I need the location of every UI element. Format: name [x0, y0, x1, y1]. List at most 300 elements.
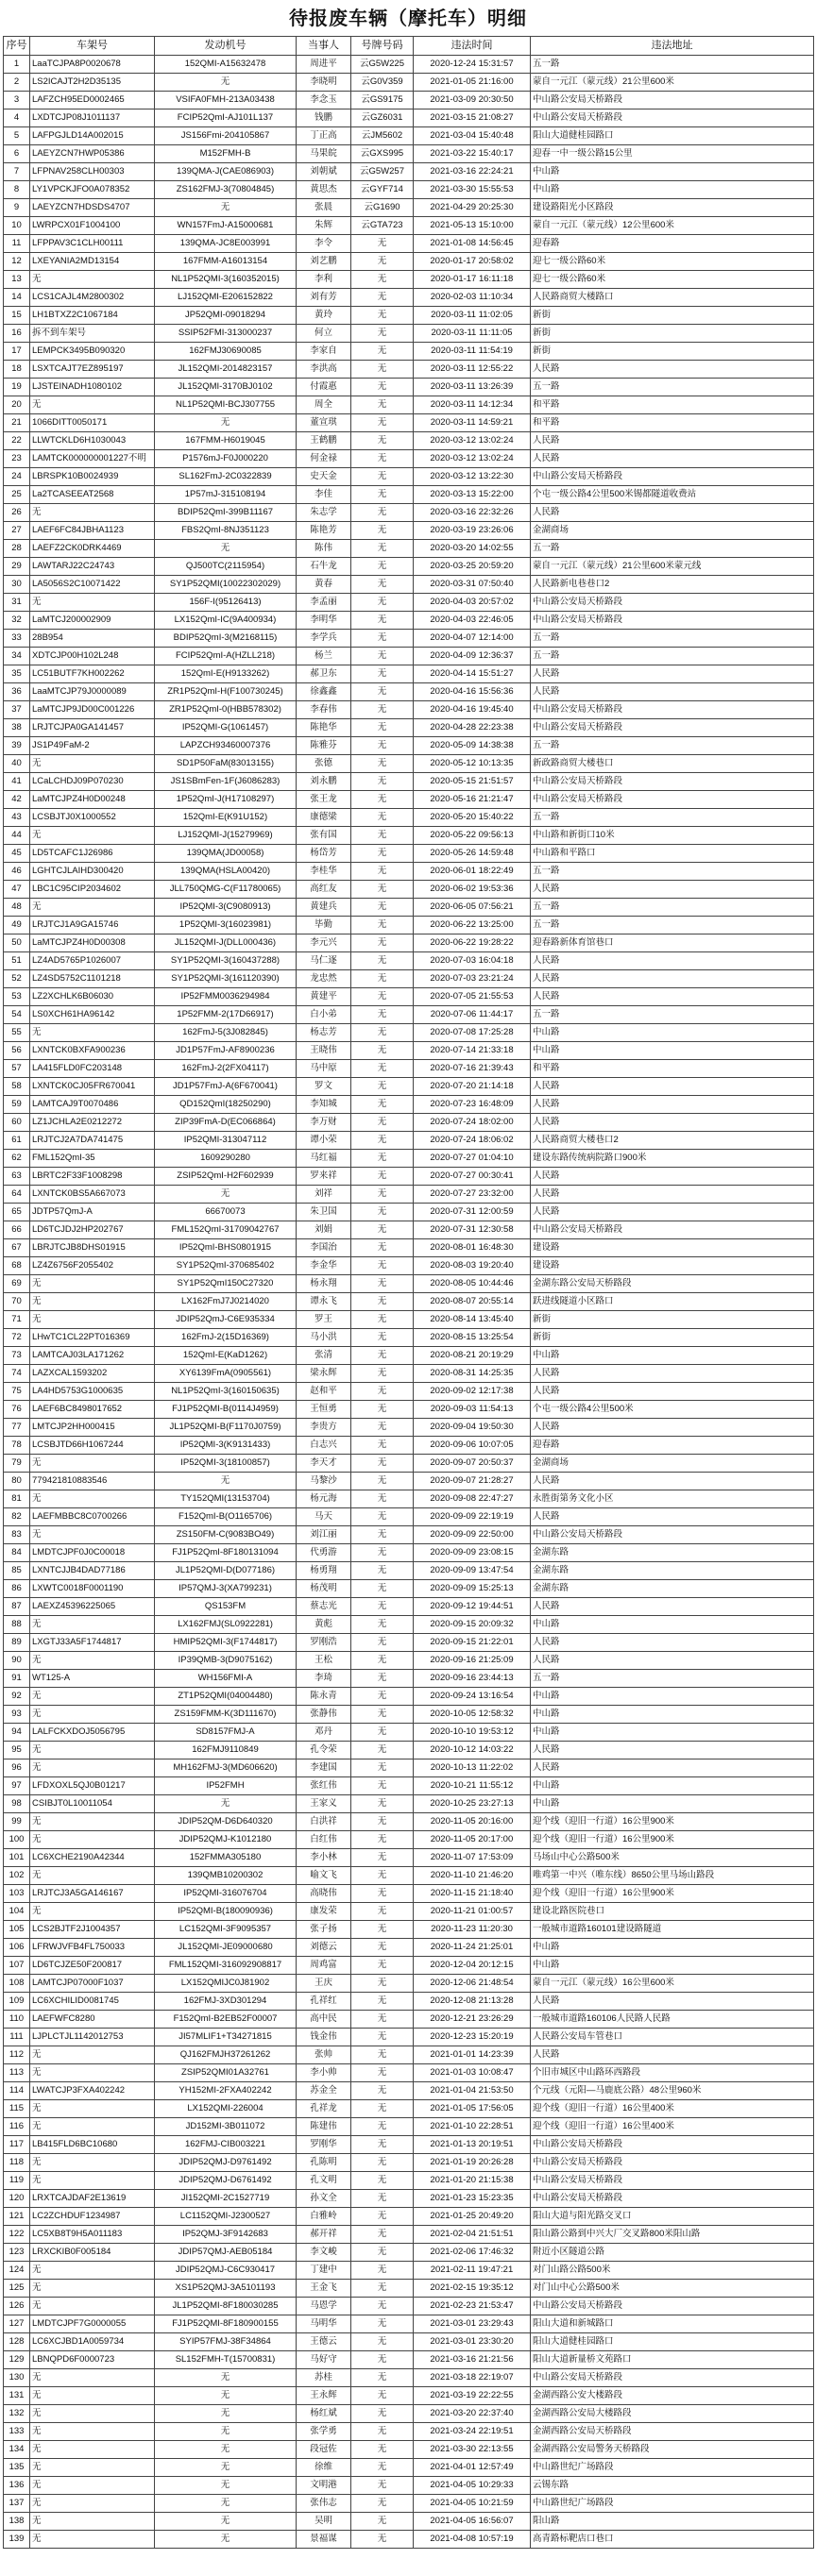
cell-engine-no: VSIFA0FMH-213A03438: [155, 92, 297, 109]
cell-violation-time: 2020-08-14 13:45:40: [414, 1311, 531, 1329]
cell-violation-time: 2020-08-31 14:25:35: [414, 1365, 531, 1383]
cell-index: 71: [4, 1311, 30, 1329]
cell-party: 杨茂明: [297, 1580, 351, 1598]
cell-violation-address: 中山路: [531, 1347, 814, 1365]
cell-violation-address: 建设北路医院巷口: [531, 1903, 814, 1921]
cell-party: 张王龙: [297, 791, 351, 809]
cell-frame-no: LD6TCJZE50F200817: [30, 1957, 155, 1975]
table-row: [4, 970, 814, 988]
cell-violation-time: 2020-03-11 11:54:19: [414, 343, 531, 361]
cell-engine-no: IP57QMJ-3(XA799231): [155, 1580, 297, 1598]
cell-frame-no: 无: [30, 504, 155, 522]
cell-engine-no: JL152QMI-2014823157: [155, 361, 297, 379]
cell-violation-time: 2020-08-01 16:48:30: [414, 1239, 531, 1257]
cell-frame-no: LaMTCJPZ4H0D00308: [30, 934, 155, 952]
cell-engine-no: TY152QMI(13153704): [155, 1490, 297, 1508]
cell-frame-no: 无: [30, 1903, 155, 1921]
cell-plate-no: 无: [351, 2351, 414, 2369]
cell-plate-no: 无: [351, 2011, 414, 2029]
cell-violation-time: 2020-09-24 13:16:54: [414, 1688, 531, 1706]
cell-frame-no: LMTCJP2HH000415: [30, 1419, 155, 1437]
cell-violation-address: 迎春路: [531, 1437, 814, 1455]
cell-party: 周全: [297, 396, 351, 414]
cell-frame-no: 无: [30, 1616, 155, 1634]
cell-party: 李令: [297, 235, 351, 253]
cell-violation-time: 2021-05-13 15:10:00: [414, 217, 531, 235]
table-row: [4, 1562, 814, 1580]
cell-plate-no: 无: [351, 1634, 414, 1652]
cell-violation-address: 金湖商场: [531, 1455, 814, 1473]
cell-frame-no: LXNTCK0CJ05FR670041: [30, 1078, 155, 1096]
table-row: [4, 1921, 814, 1939]
cell-index: 97: [4, 1777, 30, 1795]
cell-frame-no: LBC1C95CIP2034602: [30, 881, 155, 899]
cell-engine-no: 139QMA(HSLA00420): [155, 863, 297, 881]
cell-frame-no: LA4HD5753G1000635: [30, 1383, 155, 1401]
cell-index: 124: [4, 2262, 30, 2280]
cell-index: 10: [4, 217, 30, 235]
cell-frame-no: LRJTCJ1A9GA15746: [30, 917, 155, 934]
cell-index: 74: [4, 1365, 30, 1383]
cell-violation-time: 2020-04-16 15:56:36: [414, 683, 531, 701]
cell-frame-no: LCS2BJTF2J1004357: [30, 1921, 155, 1939]
table-row: [4, 1706, 814, 1724]
cell-party: 王松: [297, 1652, 351, 1670]
cell-engine-no: 1P57mJ-315108194: [155, 486, 297, 504]
cell-index: 12: [4, 253, 30, 271]
cell-violation-address: 中山路公安局天桥路段: [531, 92, 814, 109]
cell-frame-no: 无: [30, 594, 155, 612]
cell-frame-no: 无: [30, 1490, 155, 1508]
cell-index: 117: [4, 2136, 30, 2154]
cell-party: 张红伟: [297, 1777, 351, 1795]
cell-index: 30: [4, 576, 30, 594]
table-row: [4, 307, 814, 325]
cell-index: 120: [4, 2190, 30, 2208]
cell-index: 108: [4, 1975, 30, 1993]
cell-index: 28: [4, 540, 30, 558]
cell-violation-time: 2020-07-14 21:33:18: [414, 1042, 531, 1060]
cell-party: 刘祥: [297, 1186, 351, 1204]
cell-frame-no: 拆不到车架号: [30, 325, 155, 343]
cell-party: 文明港: [297, 2477, 351, 2495]
cell-violation-address: 人民路: [531, 1508, 814, 1526]
cell-index: 21: [4, 414, 30, 432]
cell-index: 44: [4, 827, 30, 845]
cell-violation-time: 2020-03-16 22:32:26: [414, 504, 531, 522]
table-row: [4, 2423, 814, 2441]
cell-index: 59: [4, 1096, 30, 1114]
cell-frame-no: LWRPCX01F1004100: [30, 217, 155, 235]
cell-plate-no: 无: [351, 2495, 414, 2513]
cell-violation-address: 人民路: [531, 432, 814, 450]
cell-index: 9: [4, 199, 30, 217]
cell-index: 113: [4, 2064, 30, 2082]
cell-violation-time: 2020-07-27 01:04:10: [414, 1150, 531, 1168]
cell-party: 黄彪: [297, 1616, 351, 1634]
cell-violation-address: 和平路: [531, 396, 814, 414]
cell-violation-time: 2020-04-16 19:45:40: [414, 701, 531, 719]
cell-frame-no: LC6XCJBD1A0059734: [30, 2333, 155, 2351]
cell-engine-no: SY1P52QMI(10022302029): [155, 576, 297, 594]
cell-violation-address: 阳山大道健桂园路口: [531, 127, 814, 145]
cell-frame-no: LFRWJVFB4FL750033: [30, 1939, 155, 1957]
table-row: [4, 1903, 814, 1921]
cell-plate-no: 无: [351, 325, 414, 343]
cell-violation-time: 2021-01-23 15:23:35: [414, 2190, 531, 2208]
cell-plate-no: 无: [351, 2046, 414, 2064]
cell-party: 朱辉: [297, 217, 351, 235]
cell-party: 张德: [297, 755, 351, 773]
cell-plate-no: 无: [351, 1921, 414, 1939]
table-row: [4, 2298, 814, 2315]
cell-plate-no: 无: [351, 253, 414, 271]
vehicle-table: [3, 36, 814, 2549]
table-row: [4, 325, 814, 343]
cell-plate-no: 无: [351, 1526, 414, 1544]
cell-index: 136: [4, 2477, 30, 2495]
cell-engine-no: FJ1P52QmI-8F180131094: [155, 1544, 297, 1562]
column-header-violation-address: 违法地址: [531, 37, 814, 56]
cell-plate-no: 无: [351, 2423, 414, 2441]
cell-plate-no: 无: [351, 612, 414, 630]
cell-frame-no: LFPNAV258CLH00303: [30, 163, 155, 181]
cell-violation-address: 蒙自一元江（蒙元线）12公里600米: [531, 217, 814, 235]
cell-index: 7: [4, 163, 30, 181]
cell-index: 27: [4, 522, 30, 540]
cell-index: 53: [4, 988, 30, 1006]
cell-index: 138: [4, 2513, 30, 2531]
table-row: [4, 2118, 814, 2136]
cell-party: 白洪祥: [297, 1813, 351, 1831]
cell-engine-no: IP52QMI-3(K9131433): [155, 1437, 297, 1455]
cell-engine-no: JDIP52QMJ-D6761492: [155, 2172, 297, 2190]
cell-party: 李国治: [297, 1239, 351, 1257]
cell-frame-no: 无: [30, 2262, 155, 2280]
cell-plate-no: 无: [351, 1293, 414, 1311]
cell-engine-no: IP52QMI-3(18100857): [155, 1455, 297, 1473]
cell-engine-no: 152FMMA305180: [155, 1849, 297, 1867]
cell-party: 刘艺鹏: [297, 253, 351, 271]
cell-frame-no: 无: [30, 899, 155, 917]
cell-index: 32: [4, 612, 30, 630]
cell-violation-address: 人民路: [531, 361, 814, 379]
cell-party: 代勇游: [297, 1544, 351, 1562]
cell-frame-no: 无: [30, 2513, 155, 2531]
cell-plate-no: 无: [351, 2190, 414, 2208]
cell-frame-no: LAEFMBBC8C0700266: [30, 1508, 155, 1526]
cell-violation-address: 人民路新电巷巷口2: [531, 576, 814, 594]
cell-plate-no: 云G1690: [351, 199, 414, 217]
cell-party: 高中民: [297, 2011, 351, 2029]
cell-violation-time: 2020-10-21 11:55:12: [414, 1777, 531, 1795]
cell-engine-no: ZT1P52QMI(04004480): [155, 1688, 297, 1706]
cell-violation-time: 2021-03-30 22:13:55: [414, 2441, 531, 2459]
table-row: [4, 2477, 814, 2495]
cell-engine-no: FCIP52QmI-AJ101L137: [155, 109, 297, 127]
cell-plate-no: 无: [351, 1490, 414, 1508]
cell-violation-time: 2021-04-05 10:21:59: [414, 2495, 531, 2513]
cell-violation-address: 蒙自一元江（蒙元线）21公里600米: [531, 74, 814, 92]
table-row: [4, 1455, 814, 1473]
cell-party: 李建国: [297, 1759, 351, 1777]
cell-engine-no: LJ152QMI-E206152822: [155, 289, 297, 307]
table-row: [4, 917, 814, 934]
cell-party: 杨兰: [297, 648, 351, 665]
cell-party: 王庆: [297, 1975, 351, 1993]
cell-violation-time: 2020-11-05 20:17:00: [414, 1831, 531, 1849]
cell-violation-time: 2020-12-23 15:20:19: [414, 2029, 531, 2046]
cell-violation-time: 2020-04-14 15:51:27: [414, 665, 531, 683]
cell-violation-time: 2020-04-03 20:57:02: [414, 594, 531, 612]
cell-plate-no: 无: [351, 2441, 414, 2459]
cell-frame-no: 无: [30, 1706, 155, 1724]
cell-index: 39: [4, 737, 30, 755]
cell-engine-no: 152QmI-E(KaD1262): [155, 1347, 297, 1365]
cell-plate-no: 无: [351, 917, 414, 934]
cell-plate-no: 无: [351, 2244, 414, 2262]
cell-index: 55: [4, 1024, 30, 1042]
cell-engine-no: LX152QmI-IC(9A400934): [155, 612, 297, 630]
cell-party: 黄春: [297, 576, 351, 594]
cell-violation-time: 2020-06-22 19:28:22: [414, 934, 531, 952]
cell-violation-time: 2021-01-25 20:49:20: [414, 2208, 531, 2226]
cell-plate-no: 无: [351, 2315, 414, 2333]
cell-plate-no: 无: [351, 1975, 414, 1993]
cell-violation-address: 中山路公安局天桥路段: [531, 109, 814, 127]
cell-engine-no: ZSIP52QmI-H2F602939: [155, 1168, 297, 1186]
cell-violation-address: 人民路公安局车管巷口: [531, 2029, 814, 2046]
cell-frame-no: 无: [30, 1742, 155, 1759]
cell-violation-time: 2020-03-11 14:12:34: [414, 396, 531, 414]
cell-plate-no: 无: [351, 934, 414, 952]
table-row: [4, 2333, 814, 2351]
cell-engine-no: P1576mJ-F0J000220: [155, 450, 297, 468]
cell-plate-no: 无: [351, 343, 414, 361]
cell-index: 29: [4, 558, 30, 576]
table-row: [4, 289, 814, 307]
cell-party: 刘有芳: [297, 289, 351, 307]
cell-party: 马红福: [297, 1150, 351, 1168]
cell-violation-address: 阳山大道健桂园路口: [531, 2333, 814, 2351]
cell-violation-time: 2020-03-11 14:59:21: [414, 414, 531, 432]
cell-engine-no: MH162FMJ-3(MD606620): [155, 1759, 297, 1777]
cell-violation-time: 2020-07-27 00:30:41: [414, 1168, 531, 1186]
cell-index: 63: [4, 1168, 30, 1186]
cell-party: 张帅: [297, 2046, 351, 2064]
cell-frame-no: 无: [30, 2280, 155, 2298]
cell-frame-no: LAEYZCN7HDSDS4707: [30, 199, 155, 217]
table-row: [4, 1204, 814, 1221]
cell-plate-no: 无: [351, 558, 414, 576]
cell-party: 李贵方: [297, 1419, 351, 1437]
cell-violation-time: 2021-04-01 12:57:49: [414, 2459, 531, 2477]
cell-violation-time: 2020-12-21 23:26:29: [414, 2011, 531, 2029]
cell-frame-no: LAWTARJ22C24743: [30, 558, 155, 576]
table-row: [4, 486, 814, 504]
table-row: [4, 2208, 814, 2226]
cell-violation-time: 2021-01-01 14:23:39: [414, 2046, 531, 2064]
cell-party: 李念玉: [297, 92, 351, 109]
cell-frame-no: LAMTCJP07000F1037: [30, 1975, 155, 1993]
table-row: [4, 432, 814, 450]
cell-violation-address: 人民路: [531, 504, 814, 522]
cell-engine-no: FML152QmI-31709042767: [155, 1221, 297, 1239]
table-row: [4, 181, 814, 199]
cell-violation-address: 金湖商场: [531, 522, 814, 540]
cell-plate-no: 无: [351, 2531, 414, 2549]
table-row: [4, 1150, 814, 1168]
cell-party: 杨岱芳: [297, 845, 351, 863]
cell-frame-no: LMDTCJPF7G0000055: [30, 2315, 155, 2333]
cell-plate-no: 无: [351, 1060, 414, 1078]
table-row: [4, 683, 814, 701]
cell-engine-no: 无: [155, 2513, 297, 2531]
cell-engine-no: SYIP57FMJ-38F34864: [155, 2333, 297, 2351]
cell-plate-no: 云G5W225: [351, 56, 414, 74]
cell-violation-time: 2020-05-09 14:38:38: [414, 737, 531, 755]
cell-party: 白雅岭: [297, 2208, 351, 2226]
cell-frame-no: 无: [30, 1867, 155, 1885]
cell-index: 47: [4, 881, 30, 899]
cell-plate-no: 无: [351, 648, 414, 665]
cell-engine-no: JL1P52QMI-B(F1170J0759): [155, 1419, 297, 1437]
cell-index: 103: [4, 1885, 30, 1903]
table-row: [4, 163, 814, 181]
cell-engine-no: 无: [155, 1473, 297, 1490]
cell-violation-time: 2020-09-04 19:50:30: [414, 1419, 531, 1437]
cell-violation-time: 2020-04-09 12:36:37: [414, 648, 531, 665]
table-row: [4, 1975, 814, 1993]
cell-party: 苏金全: [297, 2082, 351, 2100]
cell-frame-no: LZ4AD5765P1026007: [30, 952, 155, 970]
cell-frame-no: LBRTC2F33F1008298: [30, 1168, 155, 1186]
cell-engine-no: 无: [155, 2495, 297, 2513]
cell-frame-no: LRJTCJ3A5GA146167: [30, 1885, 155, 1903]
table-row: [4, 809, 814, 827]
cell-plate-no: 无: [351, 2262, 414, 2280]
cell-party: 李文峻: [297, 2244, 351, 2262]
cell-violation-time: 2020-07-03 16:04:18: [414, 952, 531, 970]
cell-frame-no: LRXCKIB0F005184: [30, 2244, 155, 2262]
cell-frame-no: La2TCASEEAT2568: [30, 486, 155, 504]
cell-plate-no: 无: [351, 1688, 414, 1706]
cell-party: 杨元海: [297, 1490, 351, 1508]
cell-violation-time: 2020-07-31 12:30:58: [414, 1221, 531, 1239]
cell-frame-no: 无: [30, 1652, 155, 1670]
cell-frame-no: LXEYANIA2MD13154: [30, 253, 155, 271]
cell-engine-no: SD8157FMJ-A: [155, 1724, 297, 1742]
cell-violation-address: 阳山大道与阳光路交叉口: [531, 2208, 814, 2226]
cell-frame-no: LAEFZ2CK0DRK4469: [30, 540, 155, 558]
cell-violation-address: 人民路: [531, 1204, 814, 1221]
cell-frame-no: LAMTCAJ9T0070486: [30, 1096, 155, 1114]
cell-plate-no: 云G5W257: [351, 163, 414, 181]
cell-engine-no: ZR1P52QmI-H(F100730245): [155, 683, 297, 701]
cell-engine-no: 无: [155, 2441, 297, 2459]
cell-engine-no: ZS162FMJ-3(70804845): [155, 181, 297, 199]
cell-plate-no: 无: [351, 737, 414, 755]
table-row: [4, 1670, 814, 1688]
cell-frame-no: LAEF6BC8498017652: [30, 1401, 155, 1419]
cell-plate-no: 无: [351, 1078, 414, 1096]
cell-frame-no: LCSBJTJ0X1000552: [30, 809, 155, 827]
cell-party: 刘德云: [297, 1939, 351, 1957]
cell-frame-no: 无: [30, 2423, 155, 2441]
cell-party: 周鸡富: [297, 1957, 351, 1975]
table-row: [4, 145, 814, 163]
cell-engine-no: 无: [155, 2459, 297, 2477]
cell-index: 105: [4, 1921, 30, 1939]
cell-violation-address: 人民路: [531, 665, 814, 683]
cell-index: 31: [4, 594, 30, 612]
cell-index: 126: [4, 2298, 30, 2315]
cell-violation-address: 中山路: [531, 181, 814, 199]
cell-index: 18: [4, 361, 30, 379]
cell-violation-time: 2021-03-01 23:30:20: [414, 2333, 531, 2351]
cell-engine-no: 无: [155, 414, 297, 432]
cell-engine-no: 139QMA-JC8E003991: [155, 235, 297, 253]
cell-party: 马恩学: [297, 2298, 351, 2315]
cell-party: 孔祥红: [297, 1993, 351, 2011]
cell-plate-no: 无: [351, 379, 414, 396]
cell-party: 钱鹏: [297, 109, 351, 127]
cell-plate-no: 无: [351, 809, 414, 827]
cell-plate-no: 无: [351, 540, 414, 558]
cell-violation-address: 中山路和平路口: [531, 845, 814, 863]
cell-engine-no: SY1P52QmI150C27320: [155, 1275, 297, 1293]
cell-plate-no: 云GS9175: [351, 92, 414, 109]
column-header-violation-time: 违法时间: [414, 37, 531, 56]
cell-plate-no: 无: [351, 235, 414, 253]
cell-engine-no: JD1P57FmJ-A(6F670041): [155, 1078, 297, 1096]
cell-index: 14: [4, 289, 30, 307]
cell-plate-no: 无: [351, 2387, 414, 2405]
cell-frame-no: LGHTCJLAIHD300420: [30, 863, 155, 881]
cell-party: 马小洪: [297, 1329, 351, 1347]
cell-index: 134: [4, 2441, 30, 2459]
cell-plate-no: 无: [351, 1885, 414, 1903]
cell-engine-no: SY1P52QMI-3(161120390): [155, 970, 297, 988]
cell-frame-no: LRXTCAJDAF2E13619: [30, 2190, 155, 2208]
cell-engine-no: LX162FMJ(SL0922281): [155, 1616, 297, 1634]
cell-frame-no: LFDXOXL5QJ0B01217: [30, 1777, 155, 1795]
cell-frame-no: 779421810883546: [30, 1473, 155, 1490]
cell-party: 蔡志光: [297, 1598, 351, 1616]
cell-index: 64: [4, 1186, 30, 1204]
cell-violation-time: 2020-11-23 11:20:30: [414, 1921, 531, 1939]
cell-violation-time: 2020-12-24 15:31:57: [414, 56, 531, 74]
cell-violation-time: 2020-03-31 07:50:40: [414, 576, 531, 594]
cell-index: 40: [4, 755, 30, 773]
cell-party: 白红伟: [297, 1831, 351, 1849]
cell-frame-no: 无: [30, 271, 155, 289]
cell-plate-no: 无: [351, 1347, 414, 1365]
cell-frame-no: JS1P49FaM-2: [30, 737, 155, 755]
table-row: [4, 1311, 814, 1329]
cell-violation-address: 中山路: [531, 1795, 814, 1813]
cell-engine-no: JDIP52QMJ-C6C930417: [155, 2262, 297, 2280]
cell-party: 马果皖: [297, 145, 351, 163]
table-row: [4, 1526, 814, 1544]
cell-frame-no: LXDTCJP08J1011137: [30, 109, 155, 127]
cell-violation-address: 阳山大道新量桥文苑路口: [531, 2351, 814, 2369]
cell-violation-address: 新街: [531, 325, 814, 343]
cell-plate-no: 无: [351, 1670, 414, 1688]
cell-violation-address: 建设路: [531, 1239, 814, 1257]
cell-violation-address: 附近小区隧道公路: [531, 2244, 814, 2262]
cell-index: 112: [4, 2046, 30, 2064]
